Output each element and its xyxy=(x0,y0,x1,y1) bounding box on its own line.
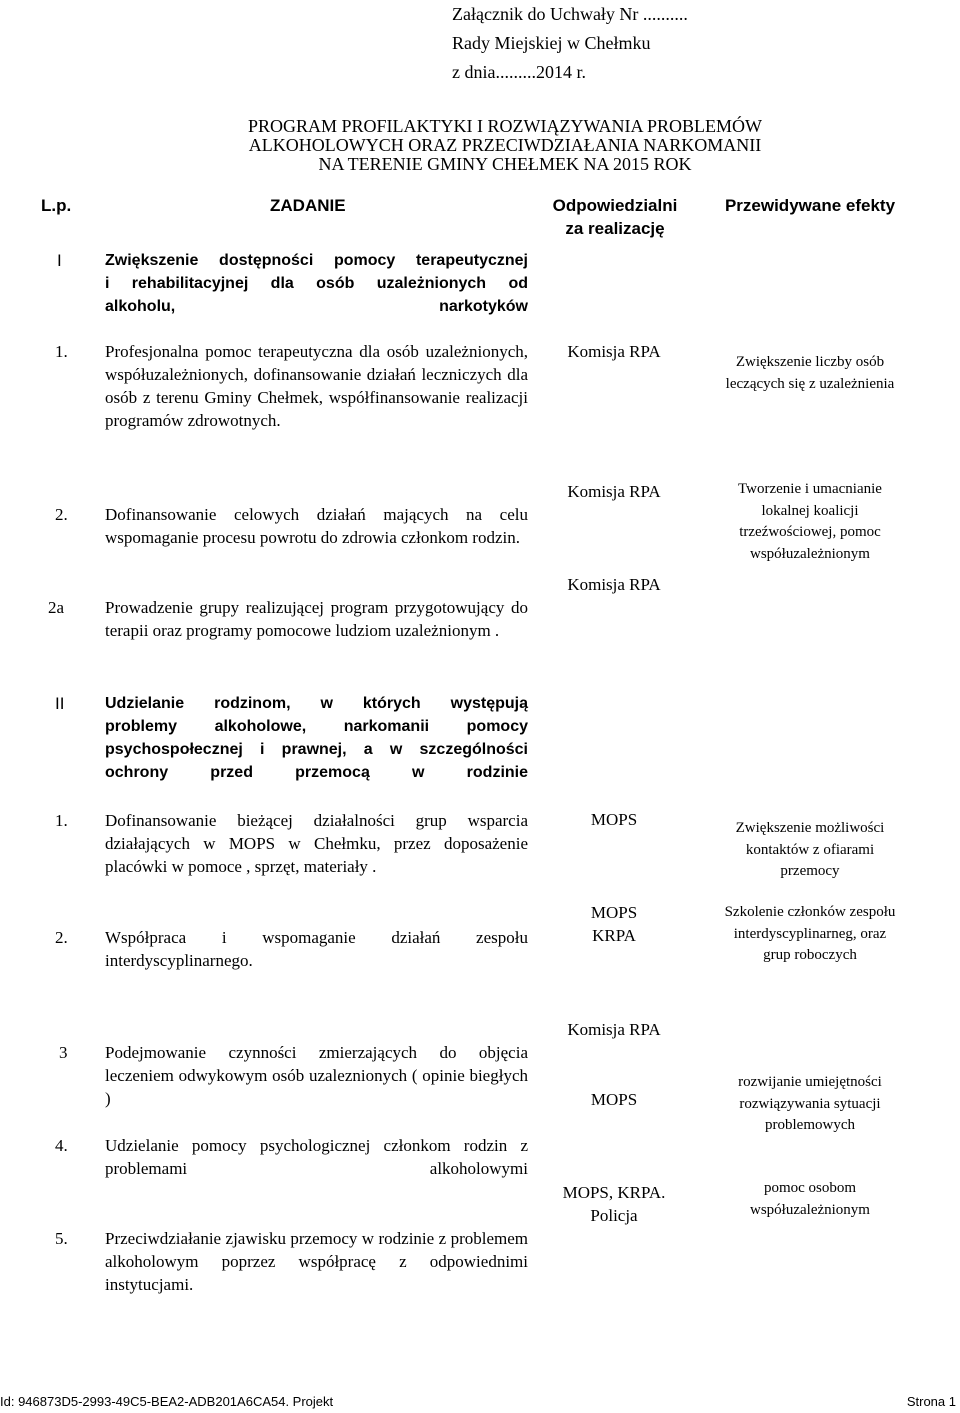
item-number: 1. xyxy=(55,811,68,830)
column-effects: Przewidywane efekty xyxy=(724,196,896,215)
document-id: Id: 946873D5-2993-49C5-BEA2-ADB201A6CA54. Projekt xyxy=(0,1394,334,1409)
section-1-number: I xyxy=(57,251,62,270)
column-lp: L.p. xyxy=(41,196,72,215)
responsible-cell: MOPS xyxy=(590,1090,638,1109)
responsible-cell: Komisja RPA xyxy=(567,342,661,361)
responsible-cell: Komisja RPA xyxy=(567,575,661,594)
title-line-2: ALKOHOLOWYCH ORAZ PRZECIWDZIAŁANIA NARKOMANII xyxy=(248,135,762,155)
page-number: Strona 1 xyxy=(906,1394,956,1409)
task-text: Dofinansowanie celowych działań mających na celu wspomaganie procesu powrotu do zdrowia członkom rodzin. xyxy=(105,505,528,547)
effect-cell: Zwiększenie możliwości kontaktów z ofiarami przemocy xyxy=(735,820,885,879)
responsible-cell: Komisja RPA xyxy=(567,1020,661,1039)
attachment-line: Załącznik do Uchwały Nr .......... xyxy=(452,4,688,24)
title-line-1: PROGRAM PROFILAKTYKI I ROZWIĄZYWANIA PROBLEMÓW xyxy=(248,116,762,136)
header-block xyxy=(452,0,688,87)
task-text: Przeciwdziałanie zjawisku przemocy w rodzinie z problemem alkoholowym poprzez współpracę z odpowiednimi instytucjami. xyxy=(105,1229,528,1294)
responsible-cell: MOPS, KRPA. Policja xyxy=(562,1183,666,1225)
task-text: Współpraca i wspomaganie działań zespołu interdyscyplinarnego. xyxy=(105,928,528,970)
item-number: 3 xyxy=(59,1043,68,1062)
item-number: 4. xyxy=(55,1136,68,1155)
item-number: 2. xyxy=(55,928,68,947)
effect-cell: pomoc osobom współuzależnionym xyxy=(750,1180,870,1218)
task-text: Prowadzenie grupy realizującej program przygotowujący do terapii oraz programy pomocowe ludziom uzależnionym . xyxy=(105,598,528,640)
item-number: 2. xyxy=(55,505,68,524)
section-2-number: II xyxy=(55,694,65,713)
task-text: Podejmowanie czynności zmierzających do objęcia leczeniem odwykowym osób uzaleznionych ( opinie biegłych ) xyxy=(105,1043,528,1108)
date-line: z dnia.........2014 r. xyxy=(452,62,586,82)
item-number: 2a xyxy=(48,598,65,617)
task-text: Profesjonalna pomoc terapeutyczna dla osób uzależnionych, współuzależnionych, dofinansowanie działań leczniczych dla osób z terenu Gminy Chełmek, współfinansowanie realizacji programów zdrowotnych. xyxy=(105,342,528,430)
section-1-heading: Zwiększenie dostępności pomocy terapeutycznej i rehabilitacyjnej dla osób uzależnionych od alkoholu, narkotyków xyxy=(105,252,528,315)
document-title xyxy=(0,117,960,174)
responsible-cell: MOPS xyxy=(590,810,638,829)
responsible-cell: MOPS KRPA xyxy=(590,903,638,945)
task-text: Dofinansowanie bieżącej działalności grup wsparcia działających w MOPS w Chełmku, przez doposażenie placówki w pomoce , sprzęt, materiały . xyxy=(105,811,528,876)
item-number: 1. xyxy=(55,342,68,361)
effect-cell: Zwiększenie liczby osób leczących się z uzależnienia xyxy=(725,354,895,392)
title-line-3: NA TERENIE GMINY CHEŁMEK NA 2015 ROK xyxy=(318,154,692,174)
responsible-cell: Komisja RPA xyxy=(567,482,661,501)
section-2-heading: Udzielanie rodzinom, w których występują problemy alkoholowe, narkomanii pomocy psychospołecznej i prawnej, a w szczególności ochrony przed przemocą w rodzinie xyxy=(105,695,528,781)
column-task: ZADANIE xyxy=(270,196,346,215)
effect-cell: rozwijanie umiejętności rozwiązywania sytuacji problemowych xyxy=(738,1074,882,1133)
effect-cell: Szkolenie członków zespołu interdyscyplinarneg, oraz grup roboczych xyxy=(724,904,896,963)
council-line: Rady Miejskiej w Chełmku xyxy=(452,33,651,53)
effect-cell: Tworzenie i umacnianie lokalnej koalicji trzeźwościowej, pomoc współuzależnionym xyxy=(738,481,882,562)
task-text: Udzielanie pomocy psychologicznej członkom rodzin z problemami alkoholowymi xyxy=(105,1136,528,1178)
column-responsible: Odpowiedzialni za realizację xyxy=(552,196,678,238)
item-number: 5. xyxy=(55,1229,68,1248)
